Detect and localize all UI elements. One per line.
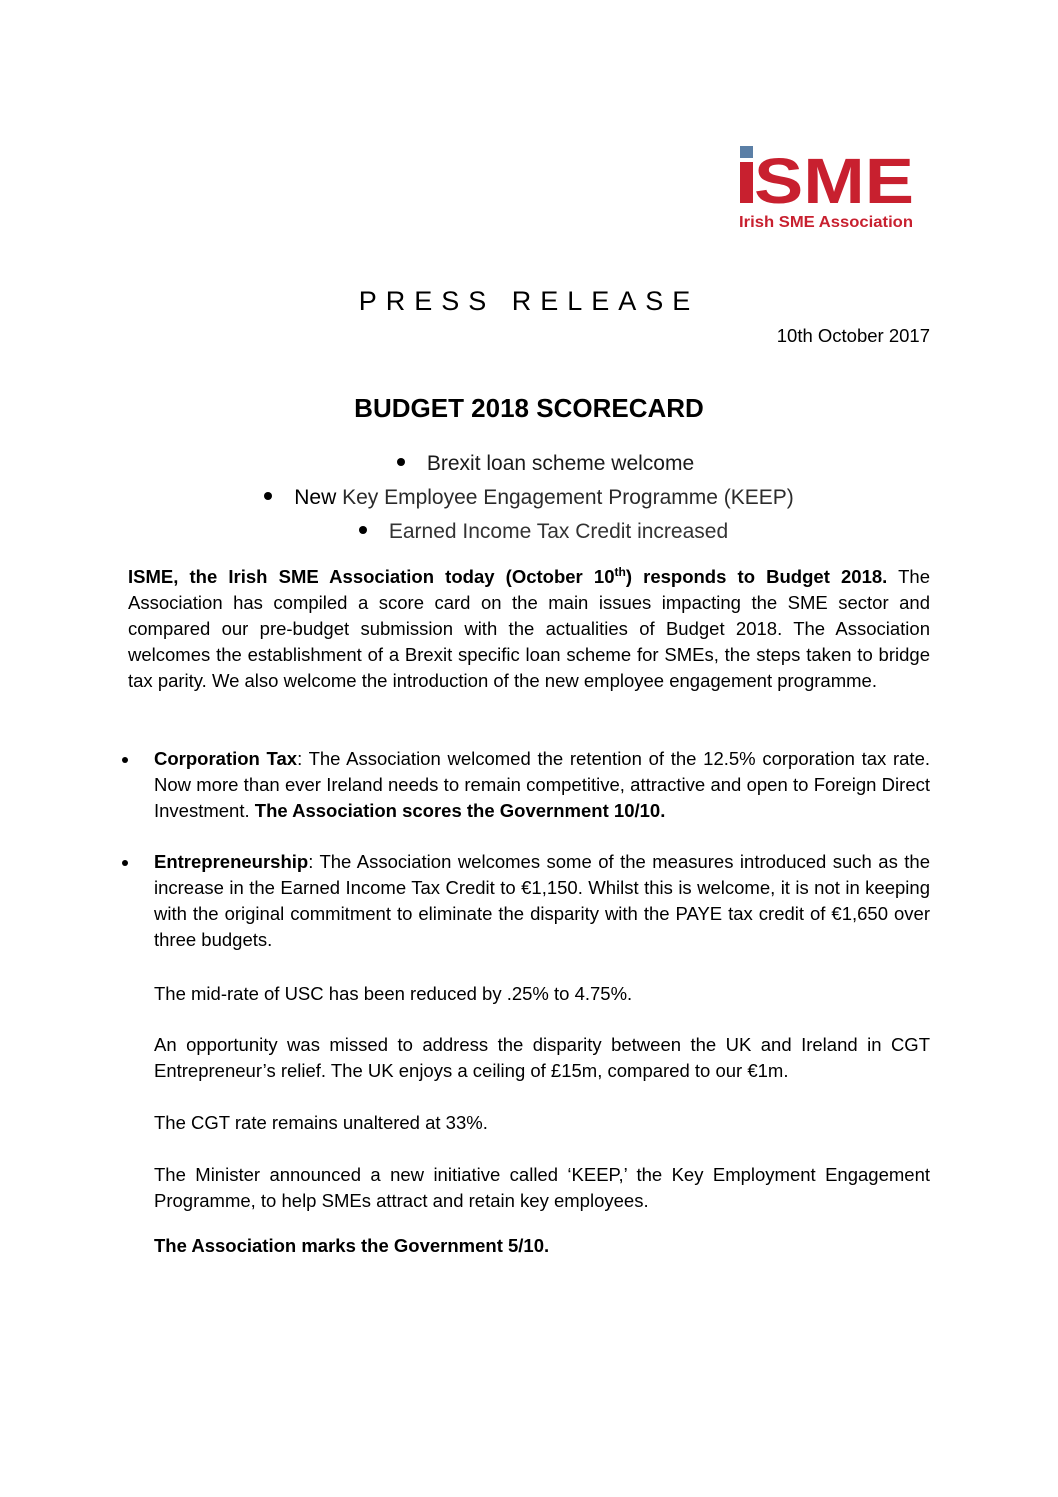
release-date: 10th October 2017 bbox=[776, 325, 930, 346]
logo-tagline: Irish SME Association bbox=[739, 214, 913, 231]
highlight-item: Earned Income Tax Credit increased bbox=[0, 515, 1058, 549]
bullet-icon bbox=[397, 458, 405, 466]
cgt-relief-paragraph: An opportunity was missed to address the disparity between the UK and Ireland in CGT Entrepreneur’s relief. The UK enjoys a ceiling of £15m, compared to our €1m. bbox=[154, 1034, 930, 1081]
corporation-tax-score: The Association scores the Government 10/10. bbox=[254, 800, 666, 821]
bullet-icon bbox=[122, 757, 128, 763]
bullet-icon bbox=[359, 526, 367, 534]
keep-paragraph: The Minister announced a new initiative called ‘KEEP,’ the Key Employment Engagement Programme, to help SMEs attract and retain key employees. bbox=[154, 1164, 930, 1211]
highlight-item: Brexit loan scheme welcome bbox=[0, 447, 1058, 481]
usc-paragraph: The mid-rate of USC has been reduced by .25% to 4.75%. bbox=[154, 983, 633, 1004]
corporation-tax-heading: Corporation Tax bbox=[154, 748, 298, 769]
document-title: BUDGET 2018 SCORECARD bbox=[354, 393, 704, 423]
highlights-list bbox=[0, 447, 1058, 549]
corporation-tax-item: Corporation Tax: The Association welcomed the retention of the 12.5% corporation tax rate. Now more than ever Ireland needs to remain competitive, attractive and open to Foreign Direct Investment. The Association scores the Government 10/10. bbox=[154, 746, 930, 824]
bullet-icon bbox=[264, 492, 272, 500]
isme-logo-graphic bbox=[737, 140, 919, 240]
bullet-icon bbox=[122, 860, 128, 866]
entrepreneurship-item: Entrepreneurship: The Association welcomes some of the measures introduced such as the increase in the Earned Income Tax Credit to €1,150. Whilst this is welcome, it is not in keeping with the original commitment to eliminate the disparity with the PAYE tax credit of €1,650 over three budgets. bbox=[154, 849, 930, 953]
isme-logo bbox=[737, 140, 919, 240]
entrepreneurship-score: The Association marks the Government 5/10. bbox=[154, 1235, 550, 1256]
press-release-heading: PRESS RELEASE bbox=[358, 286, 700, 316]
svg-text:SME: SME bbox=[754, 145, 914, 217]
highlight-item: New Key Employee Engagement Programme (KEEP) bbox=[0, 481, 1058, 515]
cgt-rate-paragraph: The CGT rate remains unaltered at 33%. bbox=[154, 1112, 488, 1133]
intro-paragraph: ISME, the Irish SME Association today (October 10th) responds to Budget 2018. The Association has compiled a score card on the main issues impacting the SME sector and compared our pre-budget submission with the actualities of Budget 2018. The Association welcomes the establishment of a Brexit specific loan scheme for SMEs, the steps taken to bridge tax parity. We also welcome the introduction of the new employee engagement programme. bbox=[128, 564, 930, 691]
entrepreneurship-heading: Entrepreneurship bbox=[154, 851, 309, 872]
